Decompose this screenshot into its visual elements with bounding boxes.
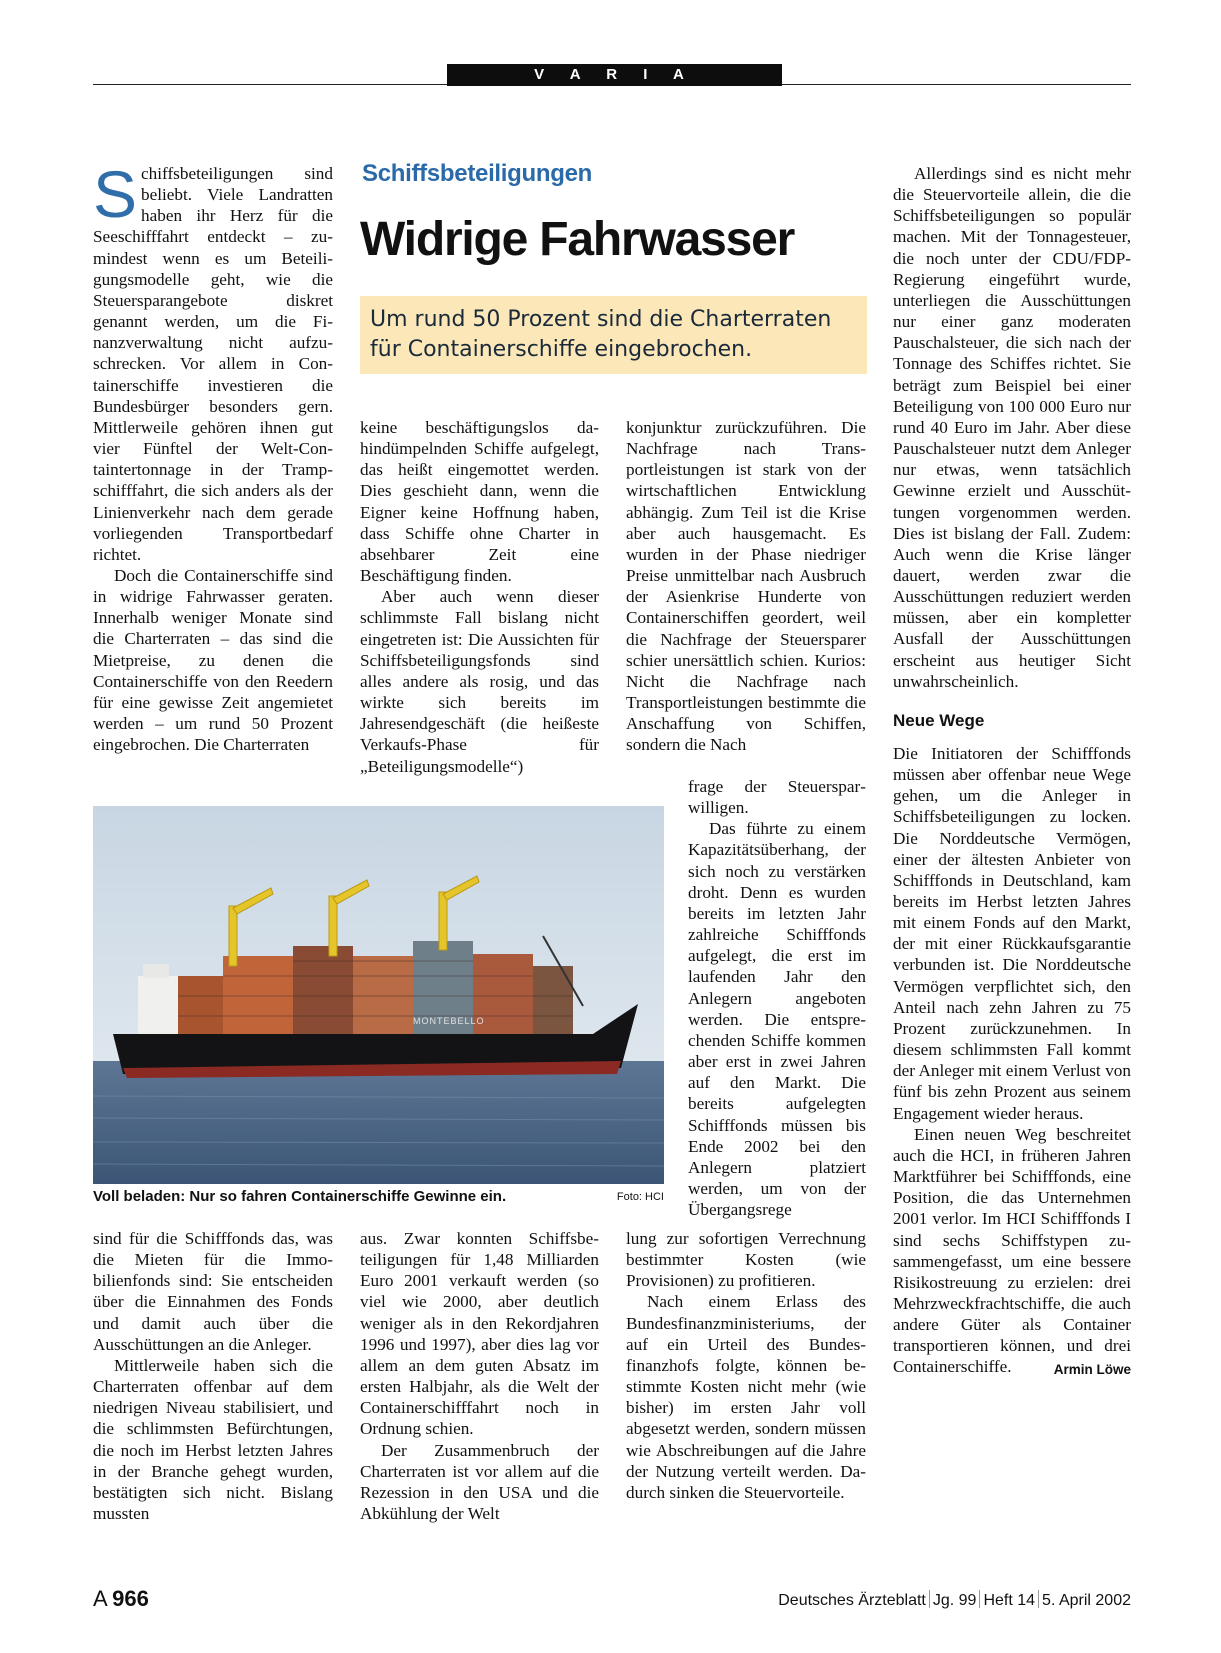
paragraph: Die Initiatoren der Schifffonds müssen aber offenbar neue Wege gehen, um die Anleger in Schiffsbeteiligungen zu locken. Die Norddeutsche Vermögen, einer der ältesten Anbieter von Schifffonds in Deutschland, kam bereits im Herbst letzten Jahres mit einem Fonds auf den Markt, der mit einer Rückkaufsgarantie verbunden ist. Die Norddeutsche Vermögen verpflichtet sich, den Anteil nach zehn Jahren zu 75 Prozent zurückzunehmen. In diesem schlimmsten Fall kommt der Anleger mit einem Verlust von fünf bis zehn Prozent aus seinem Engagement wieder heraus.	[893, 743, 1131, 1123]
paragraph: Doch die Containerschiffe sind in widrige Fahrwasser geraten. Innerhalb weniger Monate sind die Charterraten – das sind die Mietpreise, zu denen die Containerschiffe von den Reedern für eine gewisse Zeit angemietet werden – um rund 50 Prozent eingebrochen. Die Charterraten	[93, 565, 333, 755]
page-number	[93, 1586, 149, 1612]
photo-credit: Foto: HCI	[616, 1191, 664, 1203]
paragraph: Aber auch wenn dieser schlimmste Fall bislang nicht eingetreten ist: Die Aussichten für Schiffsbeteiligungsfonds sind alles andere als rosig, und das wirkte sich bereits im Jahresendgeschäft (die heißeste Verkaufs-Phase für „Beteiligungsmodelle“)	[360, 587, 599, 776]
journal-name: Deutsches Ärzteblatt	[778, 1592, 926, 1609]
journal-date: 5. April 2002	[1042, 1592, 1131, 1609]
paragraph: Nach einem Erlass des Bundesfinanzministeriums, der auf ein Urteil des Bundesfinanzhofs folgte, können bestimmte Kosten nicht mehr (wie bisher) im ersten Jahr voll abgesetzt werden, sondern müssen wie Abschreibungen auf die Jahre der Nutzung verteilt werden. Dadurch sinken die Steuervorteile.	[626, 1292, 866, 1502]
caption-text: Voll beladen: Nur so fahren Containerschiffe Gewinne ein.	[93, 1188, 507, 1205]
journal-volume: Jg. 99	[932, 1592, 977, 1609]
paragraph: keine beschäftigungslos dahindümpelnden Schiffe aufgelegt, das heißt eingemottet werden. Dies geschieht dann, wenn die Eigner keine Hoffnung haben, dass Schiffe ohne Charter in absehbarer Zeit eine Beschäftigung finden.	[360, 418, 599, 586]
ship-photo	[93, 806, 664, 1184]
column-2-top	[360, 417, 599, 777]
journal-issue: Heft 14	[983, 1592, 1036, 1609]
paragraph	[893, 1124, 1131, 1378]
paragraph-text: Einen neuen Weg beschreitet auch die HCI, in früheren Jahren Marktführer bei Schifffonds, eine Position, die das Unternehmen 2001 verlor. Im HCI Schifffonds I sind sechs Schiffstypen zusammengefasst, um eine bessere Risikostreuung zu erzielen: drei Mehrzweckfrachtschiffe, die auch andere Güter als Container transportieren können, und drei Containerschiffe.	[893, 1124, 1131, 1377]
section-subhead: Neue Wege	[893, 710, 985, 730]
drop-cap: S	[93, 157, 138, 231]
lead-box	[360, 296, 867, 374]
paragraph: Der Zusammenbruch der Charterraten ist vor allem auf die Rezession in den USA und die Abkühlung der Welt	[360, 1440, 599, 1524]
paragraph-text: chiffsbeteiligungen sind beliebt. Viele Landratten haben ihr Herz für die Seeschifffahrt entdeckt – zumindest wenn es um Beteiligungsmodelle geht, wie die Steuersparangebote diskret genannt werden, um die Finanzverwaltung nicht aufzuschrecken. Vor allem in Containerschiffe investieren die Bundesbürger besonders gern. Mittlerweile gehören ihnen gut vier Fünftel der Welt-Containtertonnage in der Trampschifffahrt, die sich anders als der Linienverkehr nach dem gerade vorliegenden Transportbedarf richtet.	[93, 164, 333, 564]
column-1-top	[93, 157, 333, 755]
column-3-top	[626, 417, 866, 756]
divider	[1038, 1590, 1039, 1608]
paragraph: sind für die Schifffonds das, was die Mieten für die Immobilienfonds sind: Sie entscheiden über die Einnahmen des Fonds und damit auch über die Ausschüttungen an die Anleger.	[93, 1229, 333, 1354]
photo-caption	[93, 1188, 664, 1208]
divider	[979, 1590, 980, 1608]
paragraph: aus. Zwar konnten Schiffsbeteiligungen für 1,48 Milliarden Euro 2001 verkauft werden (so viel wie 2000, aber deutlich weniger als in den Rekordjahren 1996 und 1997), aber dies lag vor allem an dem guten Absatz im ersten Halbjahr, als die Welt der Containerschifffahrt noch in Ordnung schien.	[360, 1229, 599, 1439]
article-kicker: Schiffsbeteiligungen	[362, 160, 593, 187]
lead-text: Um rund 50 Prozent sind die Charterraten für Containerschiffe eingebrochen.	[370, 307, 832, 362]
container-ship-image	[93, 806, 664, 1184]
paragraph	[93, 157, 333, 565]
column-3-bottom	[626, 1228, 866, 1503]
paragraph: lung zur sofortigen Verrechnung bestimmter Kosten (wie Provisionen) zu profitieren.	[626, 1229, 866, 1291]
author-name: Armin Löwe	[1053, 1362, 1131, 1378]
paragraph: Allerdings sind es nicht mehr die Steuervorteile allein, die die Schiffsbeteiligungen so populär machen. Mit der Tonnagesteuer, die noch unter der CDU/FDP-Regierung eingeführt wurde, unterliegen die Ausschüttungen nur einer ganz moderaten Pauschalsteuer, die sich nach der Tonnage des Schiffes richtet. Sie beträgt zum Beispiel bei einer Beteiligung von 100 000 Euro nur rund 40 Euro im Jahr. Aber diese Pauschalsteuer nutzt dem Anleger nur etwas, wenn tatsächlich Gewinne erzielt und Ausschüttungen vorgenommen werden. Dies ist bislang der Fall. Zudem: Auch wenn die Krise länger dauert, werden zwar die Ausschüttungen reduziert werden müssen, aber ein kompletter Ausfall der Ausschüttungen erscheint aus heutiger Sicht unwahrscheinlich.	[893, 164, 1131, 691]
section-label: V A R I A	[447, 64, 782, 86]
column-4	[893, 163, 1131, 1381]
divider	[929, 1590, 930, 1608]
column-3-narrow	[688, 776, 866, 1220]
article-headline: Widrige Fahrwasser	[360, 213, 795, 266]
paragraph: konjunktur zurückzuführen. Die Nachfrage nach Transportleistungen ist stark von der wirtschaftlichen Entwicklung abhängig. Zum Teil ist die Krise aber auch hausgemacht. Es wurden in der Phase niedriger Preise unmittelbar nach Ausbruch der Asienkrise Hunderte von Containerschiffen geordert, weil die Nachfrage der Steuersparer schier unersättlich schien. Kurios: Nicht die Nachfrage nach Transportleistungen bestimmte die Anschaffung von Schiffen, sondern die Nach	[626, 418, 866, 755]
column-1-bottom	[93, 1228, 333, 1524]
page-number-value: 966	[112, 1586, 149, 1611]
page-prefix: A	[93, 1586, 108, 1611]
paragraph: Das führte zu einem Kapazitätsüberhang, der sich noch zu verstärken droht. Denn es wurden bereits im letzten Jahr zahlreiche Schifffonds aufgelegt, die erst im laufenden Jahr den Anlegern angeboten werden. Die entsprechenden Schiffe kommen aber erst in zwei Jahren auf den Markt. Die bereits aufgelegten Schifffonds müssen bis Ende 2002 bei den Anlegern platziert werden, um von der Übergangsrege	[688, 819, 866, 1220]
journal-footer	[778, 1590, 1131, 1610]
hull-name: MONTEBELLO	[413, 1016, 485, 1026]
column-2-bottom	[360, 1228, 599, 1524]
paragraph: Mittlerweile haben sich die Charterraten offenbar auf dem niedrigen Niveau stabilisiert, und die schlimmsten Befürchtungen, die noch im Herbst letzten Jahres in der Branche gehegt wurden, bestätigten sich nicht. Bislang mussten	[93, 1355, 333, 1524]
paragraph: frage der Steuersparwilligen.	[688, 777, 866, 818]
